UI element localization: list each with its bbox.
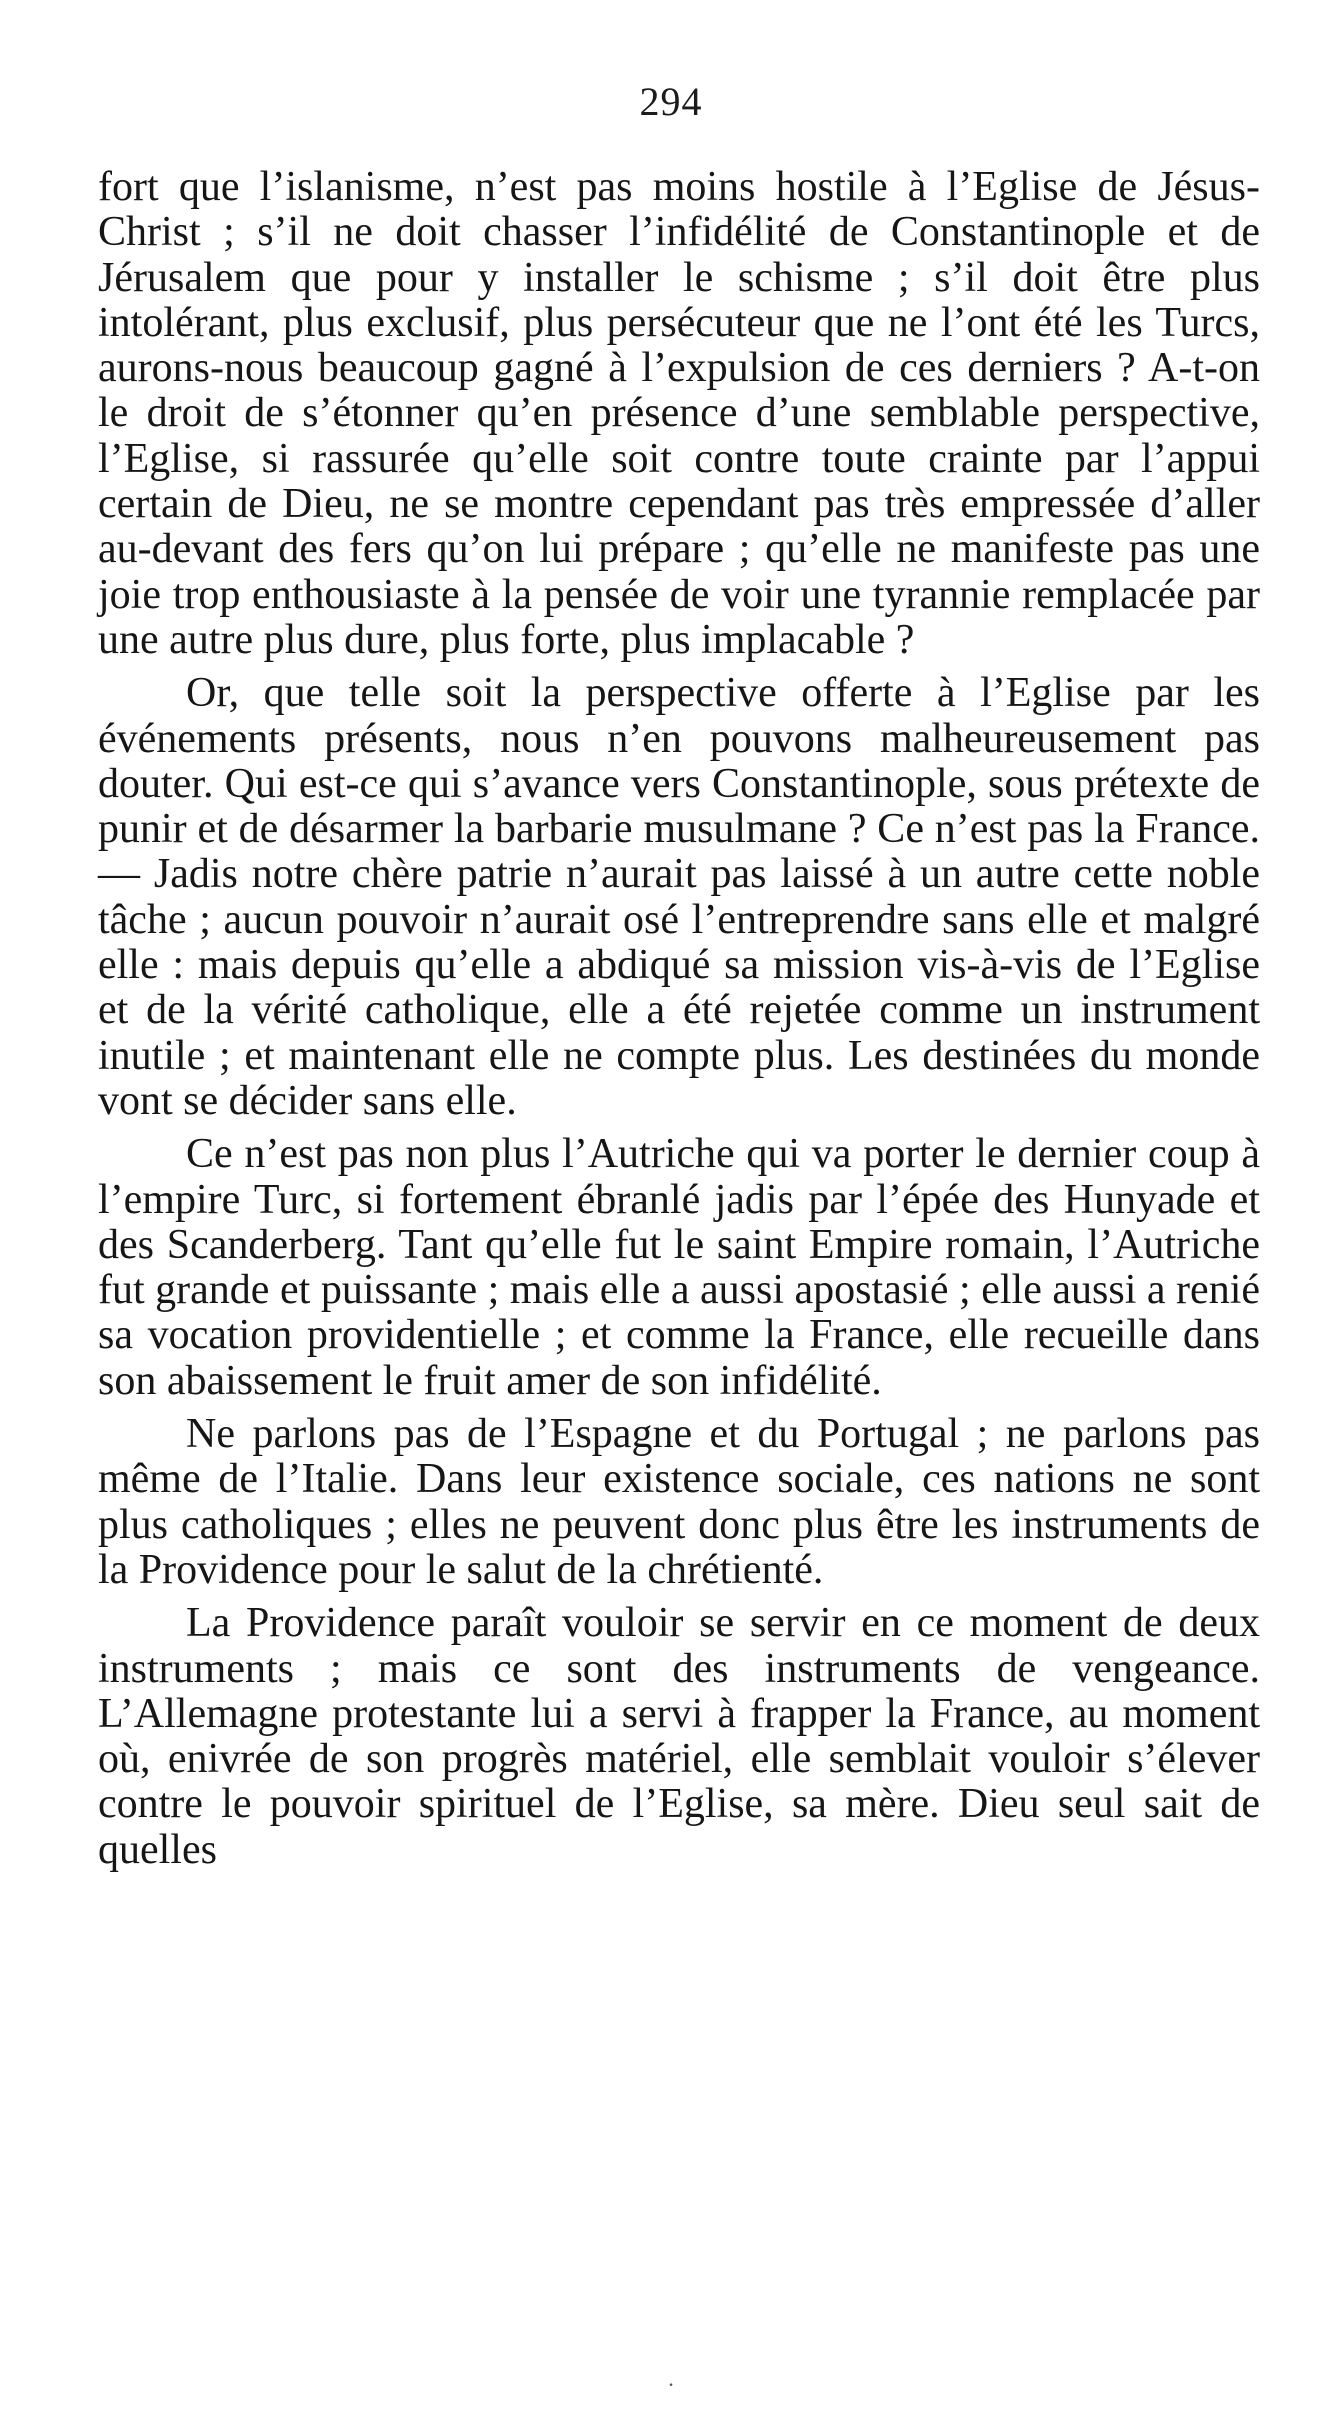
print-speck: · — [667, 2372, 675, 2397]
paragraph-3: Ce n’est pas non plus l’Autriche qui va porter le dernier coup à l’empire Turc, si fortement ébranlé jadis par l’épée des Hunyade et des Scanderberg. Tant qu’elle fut le saint Empire romain, l’Autriche fut grande et puissante ; mais elle a aussi apostasié ; elle aussi a renié sa vocation providentielle ; et comme la France, elle recueille dans son abaissement le fruit amer de son infidélité. — [98, 1131, 1260, 1404]
paragraph-4: Ne parlons pas de l’Espagne et du Portugal ; ne parlons pas même de l’Italie. Dans leur existence sociale, ces nations ne sont plus catholiques ; elles ne peuvent donc plus être les instruments de la Providence pour le salut de la chrétienté. — [98, 1411, 1260, 1593]
paragraph-5: La Providence paraît vouloir se servir en ce moment de deux instruments ; mais ce sont des instruments de vengeance. L’Allemagne protestante lui a servi à frapper la France, au moment où, enivrée de son progrès matériel, elle semblait vouloir s’élever contre le pouvoir spirituel de l’Eglise, sa mère. Dieu seul sait de quelles — [98, 1600, 1260, 1873]
body-text — [98, 165, 1260, 1881]
paragraph-1: fort que l’islanisme, n’est pas moins hostile à l’Eglise de Jésus-Christ ; s’il ne doit chasser l’infidélité de Constantinople et de Jérusalem que pour y installer le schisme ; s’il doit être plus intolérant, plus exclusif, plus persécuteur que ne l’ont été les Turcs, aurons-nous beaucoup gagné à l’expulsion de ces derniers ? A-t-on le droit de s’étonner qu’en présence d’une semblable perspective, l’Eglise, si rassurée qu’elle soit contre toute crainte par l’appui certain de Dieu, ne se montre cependant pas très empressée d’aller au-devant des fers qu’on lui prépare ; qu’elle ne manifeste pas une joie trop enthousiaste à la pensée de voir une tyrannie remplacée par une autre plus dure, plus forte, plus implacable ? — [98, 164, 1260, 663]
paragraph-2: Or, que telle soit la perspective offerte à l’Eglise par les événements présents, nous n’en pouvons malheureusement pas douter. Qui est-ce qui s’avance vers Constantinople, sous prétexte de punir et de désarmer la barbarie musulmane ? Ce n’est pas la France. — Jadis notre chère patrie n’aurait pas laissé à un autre cette noble tâche ; aucun pouvoir n’aurait osé l’entreprendre sans elle et malgré elle : mais depuis qu’elle a abdiqué sa mission vis-à-vis de l’Eglise et de la vérité catholique, elle a été rejetée comme un instrument inutile ; et maintenant elle ne compte plus. Les destinées du monde vont se décider sans elle. — [98, 670, 1260, 1124]
page-number: 294 — [639, 79, 703, 124]
